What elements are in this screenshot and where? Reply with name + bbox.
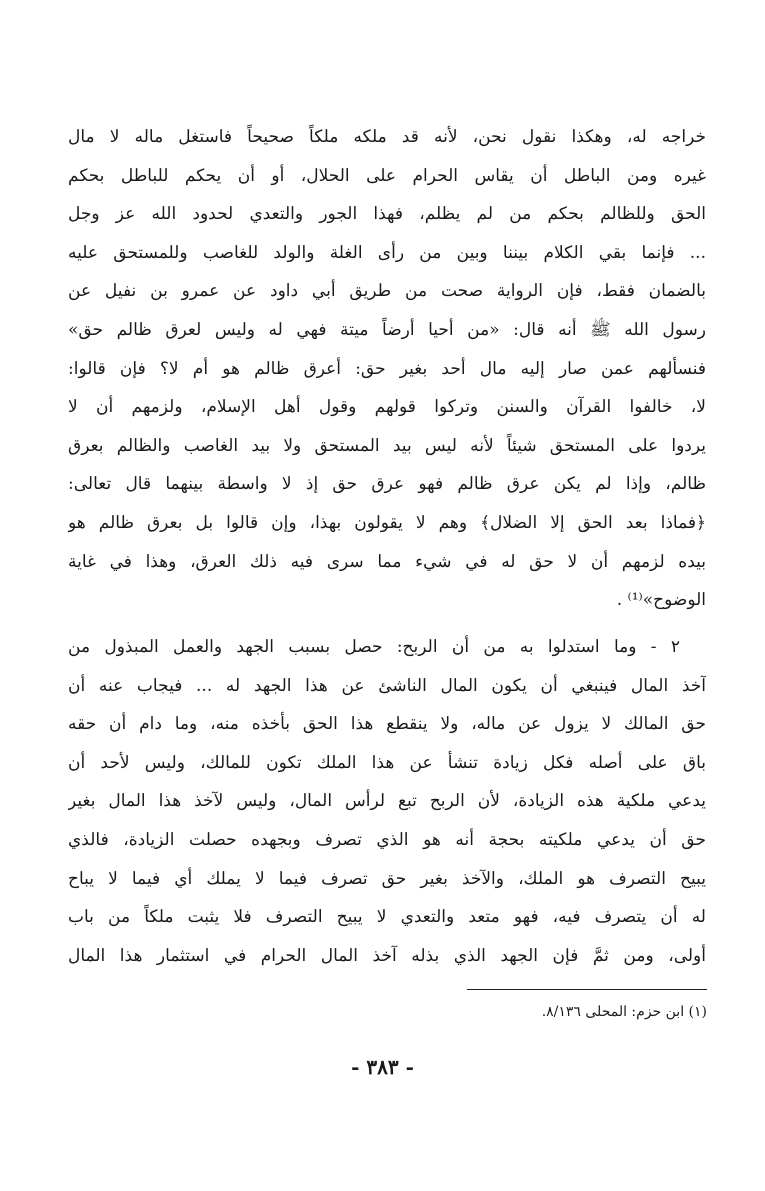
- text-line: له أن يتصرف فيه، فهو متعد والتعدي لا يبيح التصرف فلا يثبت ملكاً من باب: [68, 907, 706, 928]
- text-line: أولى، ومن ثمَّ فإن الجهد الذي بذله آخذ المال الحرام في استثمار هذا المال: [68, 945, 706, 966]
- text-line: بيده لزمهم أن لا حق له في شيء مما سرى فيه ذلك العرق، وهذا في غاية: [68, 551, 706, 572]
- text-line: الوضوح»⁽¹⁾ .: [616, 590, 706, 611]
- text-line: ... فإنما بقي الكلام بيننا وبين من رأى الغلة والولد للغاصب وللمستحق عليه: [68, 242, 706, 263]
- text-line: ﴿فماذا بعد الحق إلا الضلال﴾ وهم لا يقولون بهذا، وإن قالوا بل بعرق ظالم هو: [68, 512, 706, 533]
- text-line: ظالم، وإذا لم يكن عرق ظالم فهو عرق حق إذ لا واسطة بينهما قال تعالى:: [68, 474, 706, 495]
- text-line: فنسألهم عمن صار إليه مال أحد بغير حق: أعرق ظالم هو أم لا؟ فإن قالوا:: [68, 358, 706, 379]
- text-line: يدعي ملكية هذه الزيادة، لأن الربح تبع لرأس المال، وليس لآخذ هذا المال بغير: [68, 791, 706, 812]
- text-line: باق على أصله فكل زيادة تنشأ عن هذا الملك تكون للمالك، وليس لأحد أن: [68, 752, 706, 773]
- text-line: يبيح التصرف هو الملك، والآخذ بغير حق تصرف فيما لا يملك أي فيما لا يباح: [68, 868, 706, 889]
- text-line: يردوا على المستحق شيئاً لأنه ليس بيد المستحق ولا بيد الغاصب والظالم بعرق: [68, 435, 706, 456]
- text-line: رسول الله ﷺ أنه قال: «من أحيا أرضاً ميتة فهي له وليس لعرق ظالم حق»: [68, 319, 706, 340]
- text-line: آخذ المال فينبغي أن يكون المال الناشئ عن هذا الجهد له ... فيجاب عنه أن: [68, 675, 706, 696]
- text-line: بالضمان فقط، فإن الرواية صحت من طريق أبي داود عن عمرو بن نفيل عن: [68, 281, 706, 302]
- text-line: الحق وللظالم بحكم من لم يظلم، فهذا الجور والتعدي لحدود الله عز وجل: [68, 204, 706, 225]
- text-line: خراجه له، وهكذا نقول نحن، لأنه قد ملكه ملكاً صحيحاً فاستغل ماله لا مال: [68, 127, 706, 147]
- paragraph-1: [68, 118, 706, 620]
- text-line: حق المالك لا يزول عن ماله، ولا ينقطع هذا الحق بأخذه منه، وما دام أن حقه: [68, 714, 706, 735]
- footnote: (١) ابن حزم: المحلى ٨/١٣٦.: [541, 1004, 707, 1020]
- paragraph-2: [68, 628, 706, 975]
- text-line: حق أن يدعي ملكيته بحجة أنه هو الذي تصرف وبجهده حصلت الزيادة، فالذي: [68, 829, 706, 850]
- text-line: غيره ومن الباطل أن يقاس الحرام على الحلال، أو أن يحكم للباطل بحكم: [68, 165, 706, 186]
- text-line: لا، خالفوا القرآن والسنن وتركوا قولهم وقول أهل الإسلام، ولزمهم أن لا: [68, 397, 706, 418]
- page-number: - ٣٨٣ -: [351, 1055, 414, 1079]
- footnote-divider: [467, 989, 707, 990]
- text-line: ٢ - وما استدلوا به من أن الربح: حصل بسبب الجهد والعمل المبذول من: [68, 637, 680, 657]
